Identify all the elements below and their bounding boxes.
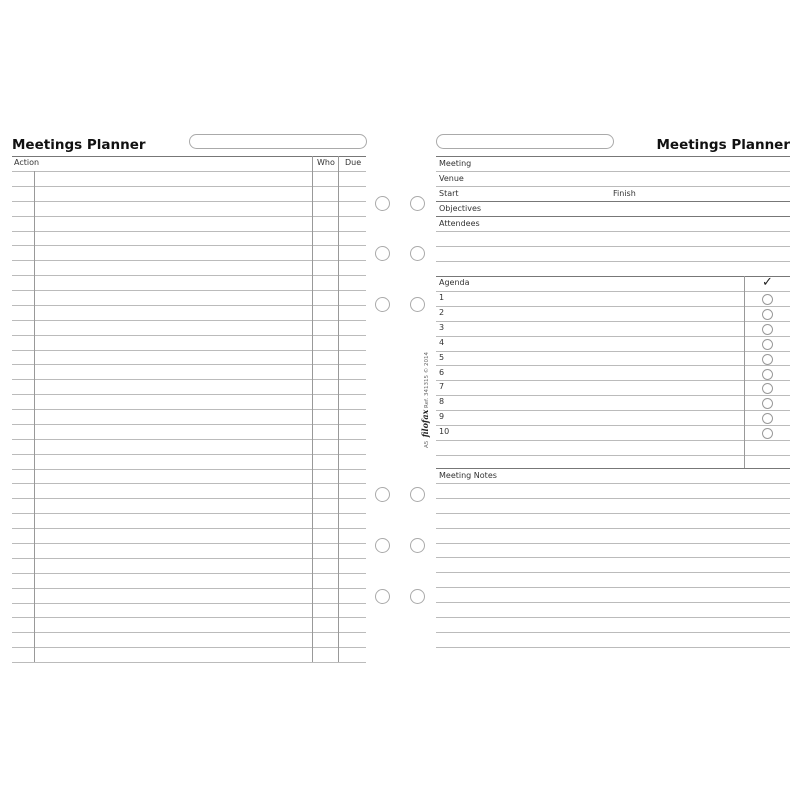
agenda-checkbox-icon[interactable] xyxy=(762,413,773,424)
venue-label: Venue xyxy=(439,174,464,183)
attendees-label: Attendees xyxy=(439,219,480,228)
notes-line xyxy=(436,513,790,514)
header-rule xyxy=(436,156,790,157)
rule-line xyxy=(436,231,790,232)
agenda-checkbox-icon[interactable] xyxy=(762,428,773,439)
punch-hole-icon xyxy=(375,246,390,261)
agenda-row-line xyxy=(436,380,790,381)
due-column-header: Due xyxy=(345,158,362,167)
agenda-row-line xyxy=(436,365,790,366)
agenda-item-number: 4 xyxy=(439,337,445,347)
punch-hole-icon xyxy=(410,297,425,312)
notes-line xyxy=(436,498,790,499)
column-divider xyxy=(312,156,313,662)
punch-hole-icon xyxy=(410,487,425,502)
punch-hole-icon xyxy=(410,538,425,553)
agenda-row-line xyxy=(436,351,790,352)
punch-hole-icon xyxy=(375,196,390,211)
rule-line xyxy=(436,276,790,277)
agenda-item-number: 8 xyxy=(439,397,445,407)
right-page-title: Meetings Planner xyxy=(656,137,790,153)
agenda-item-number: 7 xyxy=(439,382,445,392)
column-divider xyxy=(338,156,339,662)
rule-line xyxy=(436,261,790,262)
agenda-row-line xyxy=(436,336,790,337)
agenda-checkbox-icon[interactable] xyxy=(762,309,773,320)
agenda-item-number: 2 xyxy=(439,307,445,317)
agenda-row-line xyxy=(436,425,790,426)
check-header-icon: ✓ xyxy=(762,275,773,290)
notes-line xyxy=(436,617,790,618)
agenda-item-number: 6 xyxy=(439,367,445,377)
agenda-row-line xyxy=(436,440,790,441)
filofax-logo: filofax xyxy=(420,409,430,438)
agenda-checkbox-icon[interactable] xyxy=(762,383,773,394)
agenda-item-number: 9 xyxy=(439,412,445,422)
agenda-row-line xyxy=(436,395,790,396)
notes-line xyxy=(436,572,790,573)
rule-line xyxy=(436,171,790,172)
notes-line xyxy=(436,587,790,588)
punch-hole-icon xyxy=(410,246,425,261)
column-divider xyxy=(34,171,35,662)
notes-line xyxy=(436,602,790,603)
agenda-row-line xyxy=(436,455,790,456)
meeting-notes-label: Meeting Notes xyxy=(439,471,497,480)
agenda-row-line xyxy=(436,306,790,307)
finish-label: Finish xyxy=(613,189,636,198)
punch-hole-icon xyxy=(410,196,425,211)
rule-line xyxy=(436,246,790,247)
agenda-item-number: 5 xyxy=(439,352,445,362)
punch-hole-icon xyxy=(375,487,390,502)
agenda-checkbox-icon[interactable] xyxy=(762,294,773,305)
punch-hole-icon xyxy=(375,538,390,553)
start-label: Start xyxy=(439,189,459,198)
agenda-label: Agenda xyxy=(439,278,470,287)
agenda-item-number: 1 xyxy=(439,293,445,302)
agenda-row-line xyxy=(436,291,790,292)
notes-line xyxy=(436,632,790,633)
action-column-header: Action xyxy=(14,158,40,167)
objectives-label: Objectives xyxy=(439,204,482,213)
agenda-item-number: 10 xyxy=(439,427,450,437)
left-page-title: Meetings Planner xyxy=(12,137,146,153)
meeting-label: Meeting xyxy=(439,159,472,168)
agenda-checkbox-icon[interactable] xyxy=(762,354,773,365)
table-row-line xyxy=(12,662,366,663)
notes-line xyxy=(436,528,790,529)
check-column-divider xyxy=(744,276,745,468)
notes-line xyxy=(436,647,790,648)
punch-hole-icon xyxy=(410,589,425,604)
notes-line xyxy=(436,483,790,484)
imprint: A5 filofax Ref. 341315 © 2014 xyxy=(420,351,430,449)
left-tab-field[interactable] xyxy=(189,134,367,149)
rule-line xyxy=(436,186,790,187)
notes-rule xyxy=(436,468,790,469)
rule-line xyxy=(436,201,790,202)
right-tab-field[interactable] xyxy=(436,134,614,149)
agenda-checkbox-icon[interactable] xyxy=(762,339,773,350)
punch-hole-icon xyxy=(375,589,390,604)
agenda-checkbox-icon[interactable] xyxy=(762,398,773,409)
agenda-item-number: 3 xyxy=(439,322,445,332)
punch-hole-icon xyxy=(375,297,390,312)
agenda-row-line xyxy=(436,321,790,322)
notes-line xyxy=(436,543,790,544)
agenda-checkbox-icon[interactable] xyxy=(762,369,773,380)
agenda-checkbox-icon[interactable] xyxy=(762,324,773,335)
rule-line xyxy=(436,216,790,217)
agenda-row-line xyxy=(436,410,790,411)
who-column-header: Who xyxy=(317,158,335,167)
notes-line xyxy=(436,557,790,558)
